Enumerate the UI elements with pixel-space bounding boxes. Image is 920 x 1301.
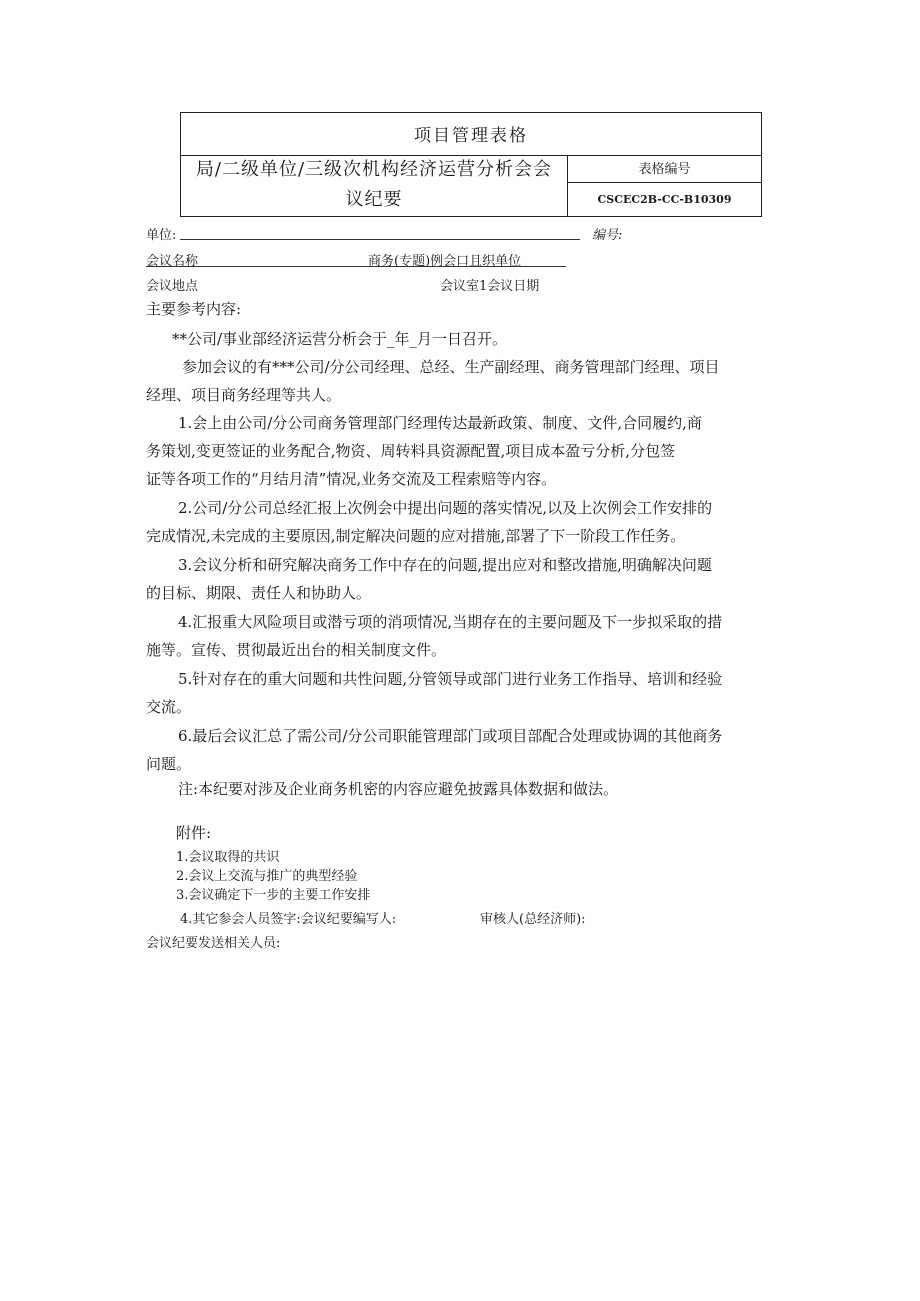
attachment-4-signatures: 4.其它参会人员签字:会议纪要编写人: [180,912,397,927]
item5-line1: 5.针对存在的重大问题和共性问题,分管领导或部门进行业务工作指导、培训和经验 [178,670,723,688]
attachment-1: 1.会议取得的共识 [176,850,280,865]
meeting-name-label: 会议名称 [146,254,199,269]
item5-line2: 交流。 [146,698,192,716]
form-name-line2: 议纪要 [345,189,403,210]
confidentiality-note: 注:本纪要对涉及企业商务机密的内容应避免披露具体数据和做法。 [178,780,619,798]
item6-line1: 6.最后会议汇总了需公司/分公司职能管理部门或项目部配合处理或协调的其他商务 [178,727,723,745]
paragraph-attendees-line2: 经理、项目商务经理等共人。 [146,386,342,404]
form-code-label: 表格编号 [568,155,761,183]
item4-line1: 4.汇报重大风险项目或潜亏项的消项情况,当期存在的主要问题及下一步拟采取的措 [178,613,723,631]
item2-line1: 2.公司/分公司总经汇报上次例会中提出问题的落实情况,以及上次例会工作安排的 [178,499,713,517]
item2-line2: 完成情况,未完成的主要原因,制定解决问题的应对措施,部署了下一阶段工作任务。 [146,527,686,545]
unit-underline [180,239,580,240]
form-code-value: CSCEC2B-CC-B10309 [597,193,732,206]
reference-heading: 主要参考内容: [146,300,242,318]
item1-line3: 证等各项工作的“月结月清”情况,业务交流及工程索赔等内容。 [146,470,557,488]
item1-line1: 1.会上由公司/分公司商务管理部门经理传达最新政策、制度、文件,合同履约,商 [178,414,702,432]
attachment-2: 2.会议上交流与推广的典型经验 [176,869,358,884]
unit-label: 单位: [146,228,177,243]
reviewer-signature: 审核人(总经济师): [480,912,586,927]
distribution-list: 会议纪要发送相关人员: [146,936,281,951]
form-name-cell [181,155,568,216]
item6-line2: 问题。 [146,755,192,773]
number-label: 编号: [592,228,623,243]
form-header-table [180,112,762,217]
paragraph-attendees-line1: 参加会议的有***公司/分公司经理、总经、生产副经理、商务管理部门经理、项目 [182,358,720,376]
header-title: 项目管理表格 [181,113,761,156]
item4-line2: 施等。宣传、贯彻最近出台的相关制度文件。 [146,641,447,659]
item1-line2: 务策划,变更签证的业务配合,物资、周转料具资源配置,项目成本盈亏分析,分包签 [146,442,676,460]
item3-line2: 的目标、期限、责任人和协助人。 [146,584,372,602]
attachments-heading: 附件: [176,824,212,842]
location-label: 会议地点 [146,279,199,294]
meeting-name-value: 商务(专题)例会口且织单位 [368,254,522,269]
paragraph-opening: **公司/事业部经济运营分析会于_年_月一日召开。 [172,330,508,348]
item3-line1: 3.会议分析和研究解决商务工作中存在的问题,提出应对和整改措施,明确解决问题 [178,556,712,574]
attachment-3: 3.会议确定下一步的主要工作安排 [176,888,371,903]
meeting-name-underline [146,266,566,267]
location-value: 会议室1会议日期 [440,279,540,294]
form-name-line1: 局/二级单位/三级次机构经济运营分析会会 [195,159,553,180]
